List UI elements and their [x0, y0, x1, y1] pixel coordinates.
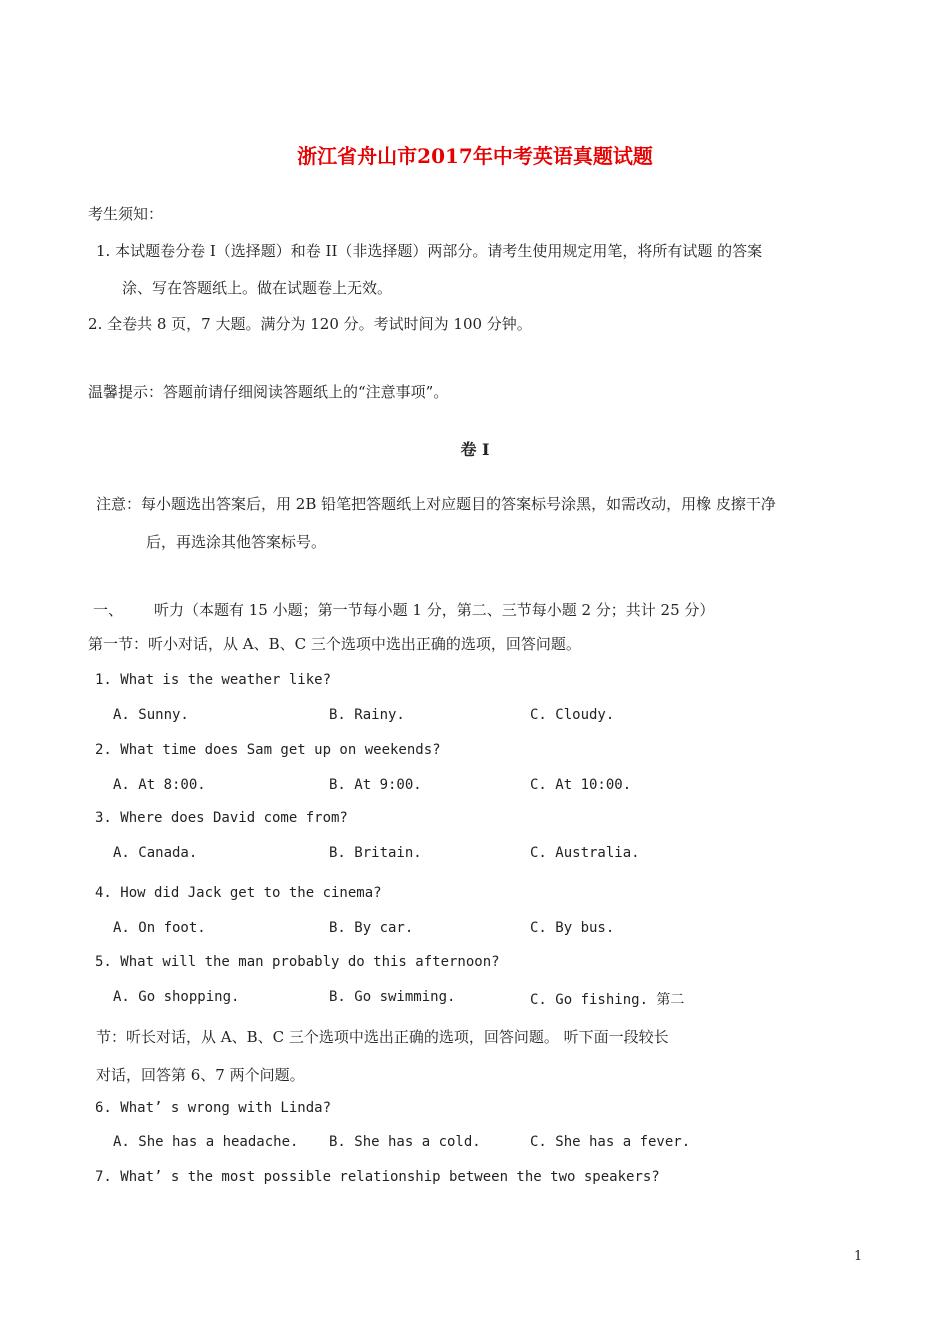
option-6-c: C. She has a fever.: [530, 1134, 691, 1150]
option-1-a: A. Sunny.: [113, 707, 189, 723]
option-2-b: B. At 9:00.: [329, 777, 422, 793]
notice-item-1-line-2: 涂、写在答题纸上。做在试题卷上无效。: [122, 279, 393, 297]
option-1-b: B. Rainy.: [329, 707, 405, 723]
tip-text: 温馨提示：答题前请仔细阅读答题纸上的“注意事项”。: [88, 383, 449, 401]
attention-line-1: 注意：每小题选出答案后，用 2B 铅笔把答题纸上对应题目的答案标号涂黑，如需改动，用橡 皮擦干净: [96, 495, 776, 513]
question-4: 4. How did Jack get to the cinema?: [95, 885, 382, 901]
section-1-number: 一、: [93, 601, 124, 619]
part-2-instruction-line-1: 节：听长对话，从 A、B、C 三个选项中选出正确的选项，回答问题。 听下面一段较长: [96, 1028, 669, 1046]
question-7: 7. What’ s the most possible relationship between the two speakers?: [95, 1169, 660, 1185]
option-2-c: C. At 10:00.: [530, 777, 632, 793]
notice-item-2: 2. 全卷共 8 页，7 大题。满分为 120 分。考试时间为 100 分钟。: [88, 315, 532, 333]
option-2-a: A. At 8:00.: [113, 777, 206, 793]
question-1: 1. What is the weather like?: [95, 672, 332, 688]
notice-item-1-line-1: 1. 本试题卷分卷 I（选择题）和卷 II（非选择题）两部分。请考生使用规定用笔，将所有试题 的答案: [96, 242, 763, 260]
question-5: 5. What will the man probably do this afternoon?: [95, 954, 500, 970]
option-5-a: A. Go shopping.: [113, 989, 240, 1005]
part-2-instruction-line-2: 对话，回答第 6、7 两个问题。: [96, 1066, 305, 1084]
option-6-b: B. She has a cold.: [329, 1134, 481, 1150]
option-5-b: B. Go swimming.: [329, 989, 456, 1005]
page-title: 浙江省舟山市2017年中考英语真题试题: [297, 144, 653, 168]
option-4-c: C. By bus.: [530, 920, 615, 936]
attention-line-2: 后，再选涂其他答案标号。: [146, 533, 327, 551]
option-3-a: A. Canada.: [113, 845, 198, 861]
page-number: 1: [854, 1249, 863, 1264]
option-3-b: B. Britain.: [329, 845, 422, 861]
volume-title: 卷 I: [460, 440, 490, 459]
part-1-instruction: 第一节：听小对话，从 A、B、C 三个选项中选出正确的选项，回答问题。: [88, 635, 581, 653]
notice-heading: 考生须知：: [88, 205, 164, 223]
option-4-b: B. By car.: [329, 920, 414, 936]
section-1-title: 听力（本题有 15 小题；第一节每小题 1 分，第二、三节每小题 2 分；共计 25 分）: [154, 601, 715, 619]
question-6: 6. What’ s wrong with Linda?: [95, 1100, 332, 1116]
question-3: 3. Where does David come from?: [95, 810, 348, 826]
option-6-a: A. She has a headache.: [113, 1134, 299, 1150]
option-1-c: C. Cloudy.: [530, 707, 615, 723]
option-4-a: A. On foot.: [113, 920, 206, 936]
question-2: 2. What time does Sam get up on weekends?: [95, 742, 441, 758]
option-5-c: C. Go fishing. 第二: [530, 992, 685, 1008]
option-3-c: C. Australia.: [530, 845, 640, 861]
